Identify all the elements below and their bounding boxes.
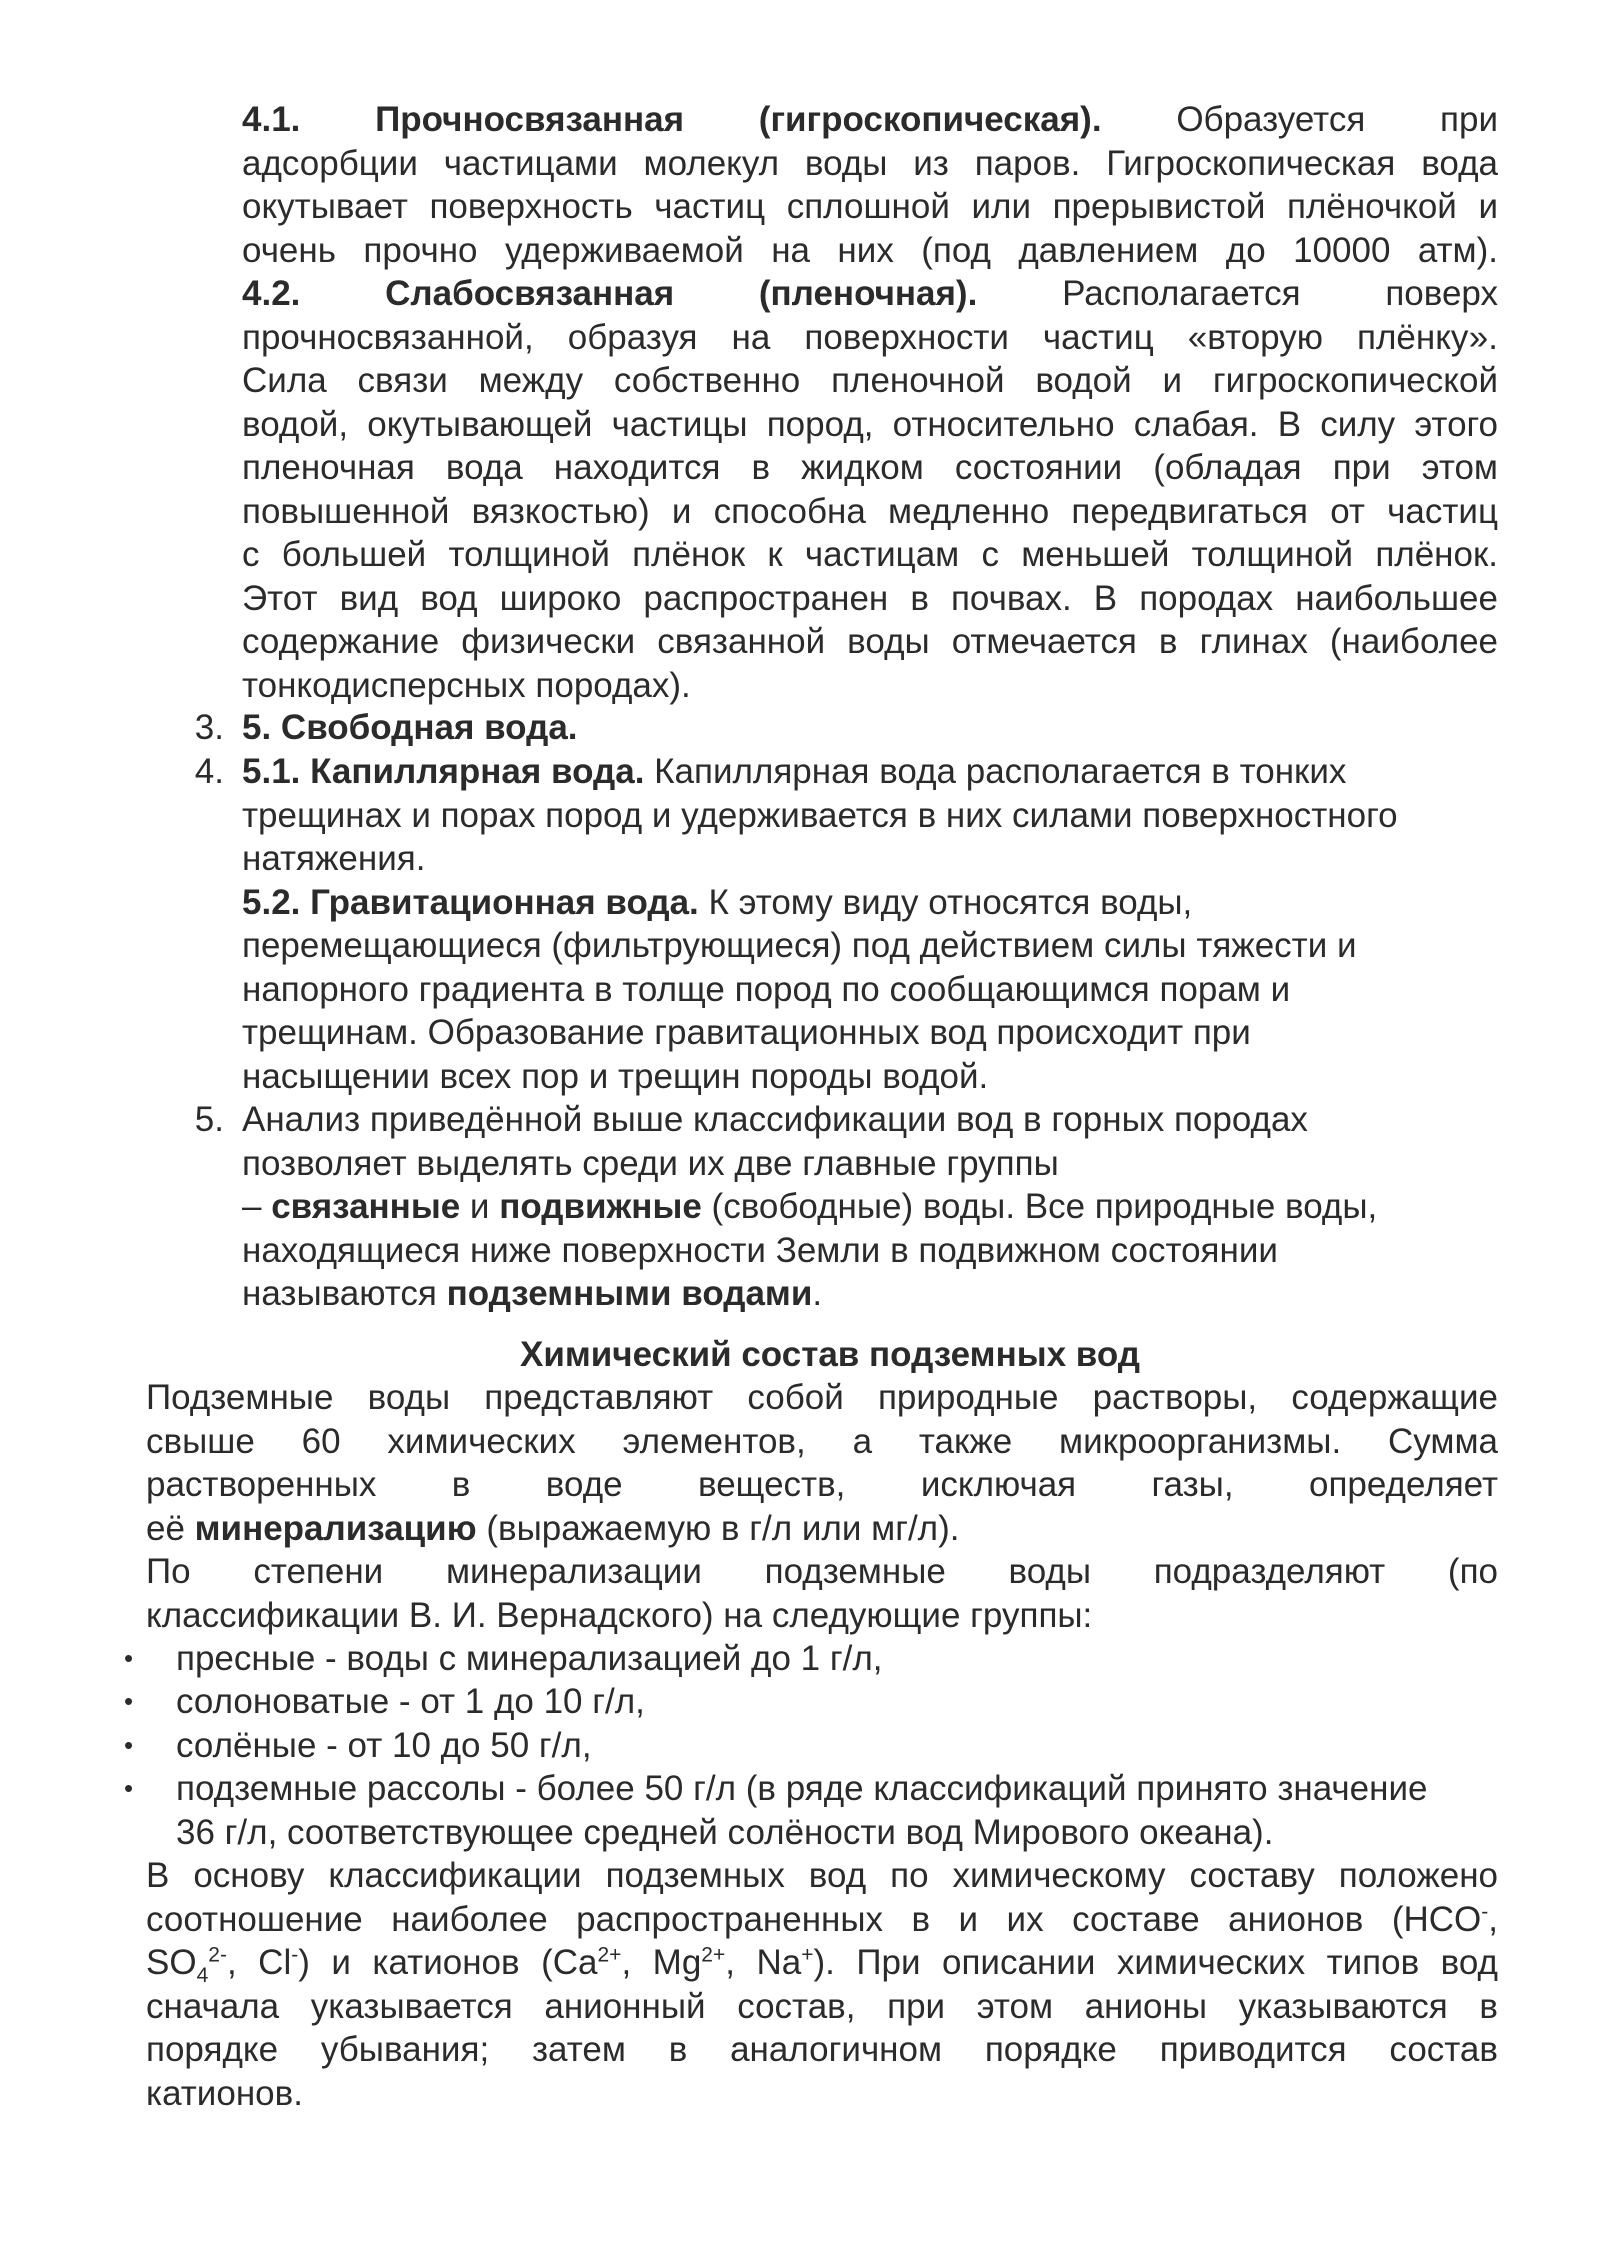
her-text: её: [146, 1508, 195, 1548]
section-4-2-heading: 4.2. Слабосвязанная (пленочная).: [242, 274, 978, 313]
charge-sup: -: [1481, 1899, 1489, 1923]
period-text: .: [812, 1274, 823, 1313]
paragraph-line: натяжения.: [242, 839, 426, 878]
paragraph-line: [242, 1272, 1542, 1316]
paragraph-line: классификации В. И. Вернадского) на следующие группы:: [146, 1595, 1093, 1635]
paragraph-line: насыщении всех пор и трещин породы водой.: [242, 1056, 989, 1096]
paragraph-line: [146, 1898, 1498, 1942]
paragraph-line: трещинам. Образование гравитационных вод происходит при: [242, 1013, 1251, 1052]
section-4-1-first-line: [242, 98, 1498, 142]
charge-sup: -: [291, 1943, 299, 1967]
section-4-2: [242, 272, 1498, 707]
capillary-heading: 5.1. Капиллярная вода.: [242, 752, 645, 791]
list-number-3: 3.: [194, 708, 224, 747]
mobile-term: подвижные: [499, 1187, 702, 1226]
bullet-item-fresh: пресные - воды с минерализацией до 1 г/л,: [176, 1639, 883, 1678]
bullet-icon: •: [124, 1643, 134, 1673]
paragraph-line: повышенной вязкостью) и способна медленно передвигаться от частиц: [242, 491, 1498, 531]
cations-text: ) и катионов (Ca: [298, 1943, 598, 1982]
paragraph-line: напорного градиента в толще пород по сообщающимся порам и: [242, 969, 1291, 1009]
paragraph-line: По степени минерализации подземные воды подразделяют (по: [146, 1552, 1498, 1591]
free-waters-text: (свободные) воды. Все природные воды,: [701, 1187, 1378, 1226]
bullet-icon: •: [124, 1730, 134, 1760]
section-5-2-first-line: [242, 881, 1542, 925]
charge-sup: 2+: [597, 1943, 622, 1967]
charge-sup: 2-: [208, 1943, 227, 1967]
section-4-2-text: Располагается поверх: [1062, 274, 1499, 313]
mineralization-term: минерализацию: [194, 1508, 477, 1548]
anions-text: соотношение наиболее распространенных в и их составе анионов (HCO: [146, 1899, 1482, 1939]
gravitational-heading: 5.2. Гравитационная вода.: [242, 882, 699, 922]
called-text: называются: [242, 1274, 447, 1313]
bullet-icon: •: [124, 1773, 134, 1803]
paragraph-line: порядке убывания; затем в аналогичном порядке приводится состав: [146, 2030, 1498, 2069]
classification-summary: [242, 1098, 1542, 1316]
units-text: (выражаемую в г/л или мг/л).: [476, 1508, 960, 1548]
paragraph-line: с большей толщиной плёнок к частицам с меньшей толщиной плёнок.: [242, 535, 1498, 574]
bullet-item-saline: солёные - от 10 до 50 г/л,: [176, 1726, 592, 1765]
paragraph-line: растворенных в воде веществ, исключая газы, определяет: [146, 1465, 1498, 1504]
paragraph-line: прочносвязанной, образуя на поверхности частиц «вторую плёнку».: [242, 317, 1498, 357]
gravitational-text: К этому виду относятся воды,: [698, 882, 1193, 922]
section-4-1: [242, 98, 1498, 272]
paragraph-line: Сила связи между собственно пленочной водой и гигроскопической: [242, 361, 1498, 400]
conjunction-text: и: [460, 1187, 500, 1226]
list-number-4: 4.: [194, 752, 224, 791]
paragraph-line: катионов.: [146, 2073, 303, 2113]
bullet-icon: •: [124, 1686, 134, 1716]
chemical-composition-title: Химический состав подземных вод: [520, 1335, 1140, 1374]
section-4-1-heading: 4.1. Прочносвязанная (гигроскопическая).: [242, 100, 1102, 139]
paragraph-line: [146, 1507, 1498, 1551]
section-4-2-first-line: [242, 272, 1498, 316]
paragraph-line: водой, окутывающей частицы пород, относительно слабая. В силу этого: [242, 404, 1498, 444]
chem-paragraph-1: [146, 1376, 1498, 1550]
comma-text: ,: [1488, 1899, 1498, 1939]
paragraph-line: находящиеся ниже поверхности Земли в подвижном состоянии: [242, 1230, 1278, 1270]
section-5-1: [242, 750, 1542, 1098]
paragraph-line: В основу классификации подземных вод по химическому составу положено: [146, 1856, 1498, 1895]
chem-paragraph-2: [146, 1550, 1498, 1637]
paragraph-line: содержание физически связанной воды отмечается в глинах (наиболее: [242, 622, 1498, 661]
charge-sup: +: [801, 1943, 814, 1967]
paragraph-line: тонкодисперсных породах).: [242, 665, 691, 705]
paragraph-line: сначала указывается анионный состав, при этом анионы указываются в: [146, 1986, 1498, 2026]
sulfate-text: SO: [146, 1943, 197, 1982]
paragraph-line: Анализ приведённой выше классификации вод в горных породах: [242, 1100, 1308, 1139]
paragraph-line: адсорбции частицами молекул воды из паров. Гигроскопическая вода: [242, 143, 1498, 183]
chloride-text: , Cl: [226, 1943, 292, 1982]
bound-term: связанные: [271, 1187, 461, 1226]
paragraph-line: [242, 1185, 1542, 1229]
free-water-heading: 5. Свободная вода.: [242, 708, 578, 747]
paragraph-line: позволяет выделять среди их две главные группы: [242, 1143, 1059, 1183]
groundwater-term: подземными водами: [446, 1274, 813, 1313]
sodium-text: , Na: [725, 1943, 802, 1982]
bullet-item-brines: [176, 1767, 1536, 1854]
charge-sup: 2+: [701, 1943, 726, 1967]
paragraph-line: очень прочно удерживаемой на них (под давлением до 10000 атм).: [242, 230, 1498, 270]
list-number-5: 5.: [194, 1100, 224, 1139]
paragraph-line: Этот вид вод широко распространен в почвах. В породах наибольшее: [242, 578, 1498, 618]
magnesium-text: , Mg: [621, 1943, 702, 1982]
dash-text: –: [242, 1187, 272, 1226]
section-4-1-text: Образуется при: [1176, 100, 1498, 139]
index-sub: 4: [196, 1964, 209, 1987]
paragraph-line: свыше 60 химических элементов, а также микроорганизмы. Сумма: [146, 1421, 1498, 1461]
bullet-item-brackish: солоноватые - от 1 до 10 г/л,: [176, 1682, 645, 1721]
paragraph-line: трещинах и порах пород и удерживается в них силами поверхностного: [242, 795, 1398, 835]
capillary-text: Капиллярная вода располагается в тонких: [644, 752, 1347, 791]
paragraph-line: 36 г/л, соответствующее средней солёности вод Мирового океана).: [176, 1812, 1274, 1852]
paragraph-line: пленочная вода находится в жидком состоянии (обладая при этом: [242, 448, 1498, 487]
section-5-1-first-line: [242, 750, 1542, 794]
chem-paragraph-3: [146, 1854, 1498, 2115]
paragraph-line: окутывает поверхность частиц сплошной или прерывистой плёночкой и: [242, 187, 1498, 226]
paragraph-line: перемещающиеся (фильтрующиеся) под действием силы тяжести и: [242, 926, 1357, 965]
paragraph-line: подземные рассолы - более 50 г/л (в ряде классификаций принято значение: [176, 1769, 1428, 1808]
paragraph-line: Подземные воды представляют собой природные растворы, содержащие: [146, 1378, 1498, 1417]
types-text: ). При описании химических типов вод: [813, 1943, 1498, 1982]
paragraph-line: [146, 1941, 1498, 1985]
